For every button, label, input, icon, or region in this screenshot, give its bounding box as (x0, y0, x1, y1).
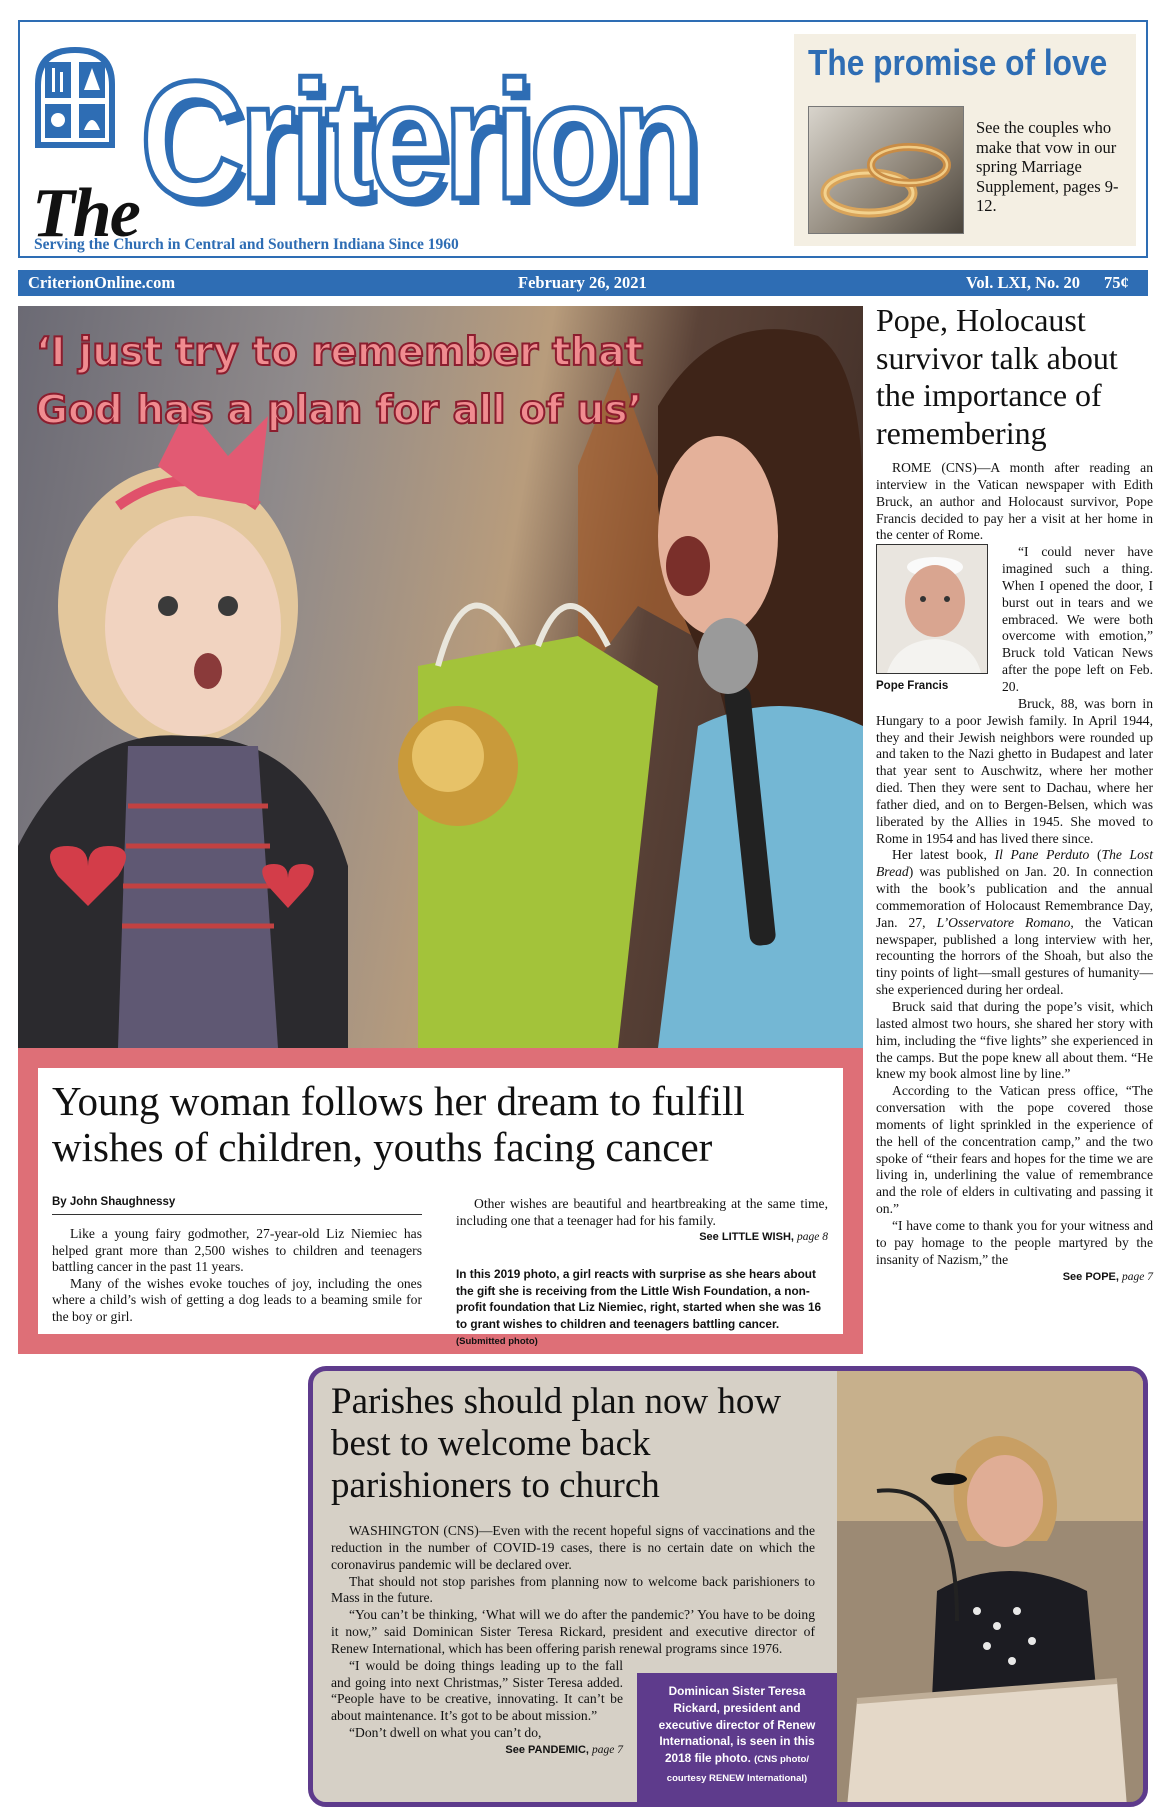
pope-paragraph-6: According to the Vatican press office, “The conversation with the pope covered those moments of light sprinkled in the experience of the hell of the concentration camp,” and the two spoke of “their fears and hopes for the time we are living in, underlining the value of remembrance and the role of elders in cultivating and passing it on.” (876, 1083, 1153, 1217)
pope-story-headline[interactable]: Pope, Holocaust survivor talk about the importance of remembering (876, 302, 1118, 451)
issue-date: February 26, 2021 (518, 273, 647, 292)
pope-paragraph-4: Her latest book, Il Pane Perduto (The Lost Bread) was published on Jan. 20. In connection with the book’s publication and the annual commemoration of Holocaust Remembrance Day, Jan. 27, L’Osservatore Romano, the Vatican newspaper, published a long interview with her, recounting the horrors of the Shoah, but also the tiny points of light—small gestures of humanity—she experienced during her ordeal. (876, 847, 1153, 998)
speaker-at-lectern-illustration (837, 1371, 1143, 1807)
pope-portrait-icon (877, 545, 987, 673)
parish-caption-text: Dominican Sister Teresa Rickard, president and executive director of Renew International, is seen in this 2018 file photo. (658, 1684, 816, 1766)
website-link[interactable]: CriterionOnline.com (28, 273, 176, 292)
top-story-column-1 (52, 1226, 422, 1326)
sister-teresa-photo (837, 1371, 1143, 1807)
masthead-the: The (32, 175, 139, 252)
stained-glass-window-logo-icon (32, 44, 118, 150)
pope-paragraph-3: Bruck, 88, was born in Hungary to a poor Jewish family. In April 1944, they and their Jewish neighbors were rounded up and taken to the Nazi ghetto in Budapest and later that year sent to Auschwitz, where her mother died. Then they were sent to Dachau, where her father died, and on to Bergen-Belsen, which was liberated by the Allies in 1945. She moved to Rome in 1954 and has lived there since. (876, 695, 1153, 846)
top-story-headline[interactable]: Young woman follows her dream to fulfill wishes of children, youths facing cancer (52, 1078, 745, 1170)
pope-story-text (876, 460, 1153, 1285)
see-pandemic-page: page 7 (592, 1743, 623, 1756)
top-story-paragraph-1: Like a young fairy godmother, 27-year-old Liz Niemiec has helped grant more than 2,500 wishes to children and teenagers battling cancer in the past 11 years. (52, 1226, 422, 1275)
top-story-paragraph-3: Other wishes are beautiful and heartbreaking at the same time, including one that a teenager had for his family. (456, 1196, 828, 1228)
pope-photo-block (876, 544, 996, 698)
pope-photo-caption: Pope Francis (876, 680, 949, 693)
price: 75¢ (1104, 273, 1129, 292)
photo-quote-line-1: ‘I just try to remember that (36, 330, 644, 375)
byline: By John Shaughnessy (52, 1196, 422, 1215)
parish-caption-credit: (CNS photo/ courtesy RENEW International) (666, 1754, 810, 1784)
parish-story-headline[interactable]: Parishes should plan now how best to welcome back parishioners to church (331, 1381, 782, 1506)
see-little-wish-label: See LITTLE WISH, (699, 1231, 794, 1244)
wedding-rings-icon (809, 107, 964, 234)
promo-title: The promise of love (808, 42, 1108, 83)
see-pandemic-label: See PANDEMIC, (505, 1743, 589, 1756)
promo-text: See the couples who make that vow in our spring Marriage Supplement, pages 9-12. (976, 118, 1119, 215)
see-pope-page: page 7 (1122, 1270, 1153, 1283)
see-pandemic-link[interactable] (331, 1742, 623, 1759)
wedding-rings-photo (808, 106, 964, 234)
volume-number: Vol. LXI, No. 20 (966, 273, 1080, 292)
see-pope-link[interactable] (876, 1269, 1153, 1286)
girl-surprise-photo (18, 306, 863, 1048)
parish-paragraph-2: That should not stop parishes from planning now to welcome back parishioners to Mass in the future. (331, 1573, 815, 1606)
date-bar (18, 270, 1148, 296)
top-story-inner (38, 1068, 843, 1347)
top-story-caption-credit: (Submitted photo) (456, 1336, 538, 1347)
parish-paragraph-1: WASHINGTON (CNS)—Even with the recent hopeful signs of vaccinations and the reduction in the number of COVID-19 cases, there is no certain date on which the coronavirus pandemic will be declared over. (331, 1523, 815, 1572)
see-little-wish-link[interactable] (456, 1229, 828, 1246)
top-story-caption-text: In this 2019 photo, a girl reacts with surprise as she hears about the gift she is receiving from the Little Wish Foundation, a non-profit foundation that Liz Niemiec, right, started when she was 16 to grant wishes to children and teenagers battling cancer. (456, 1267, 822, 1331)
top-story-paragraph-2: Many of the wishes evoke touches of joy, including the ones where a child’s wish of getting a dog leads to a beaming smile for the boy or girl. (52, 1275, 422, 1324)
see-pope-label: See POPE, (1062, 1270, 1119, 1283)
parish-paragraph-4: “I would be doing things leading up to the fall and going into next Christmas,” Sister Teresa added. “People have to be creative, innovating. It can’t be about maintenance. It’s got to be about mission.” (331, 1657, 623, 1724)
pope-paragraph-1: ROME (CNS)—A month after reading an interview in the Vatican newspaper with Edith Bruck, an author and Holocaust survivor, Pope Francis decided to pay her a visit at her home in the center of Rome. (876, 460, 1153, 543)
top-story-box (18, 1048, 863, 1354)
photo-quote-line-2: God has a plan for all of us’ (36, 388, 643, 433)
pope-paragraph-2: “I could never have imagined such a thing. When I opened the door, I burst out in tears and we embraced. We were both overcome with emotion,” Bruck told Vatican News after the pope left on Feb. 20. (1002, 544, 1153, 694)
masthead-title: Criterion (140, 46, 696, 234)
pope-paragraph-7: “I have come to thank you for your witness and to pay homage to the people martyred by the insanity of Nazism,” the (876, 1217, 1153, 1267)
parish-photo-caption (637, 1673, 837, 1807)
masthead (18, 20, 1148, 258)
promo-box[interactable] (794, 34, 1136, 246)
top-story-caption (456, 1266, 828, 1351)
parish-paragraph-5: “Don’t dwell on what you can’t do, (349, 1725, 542, 1741)
photo-quote (36, 324, 643, 440)
parish-paragraph-3: “You can’t be thinking, ‘What will we do after the pandemic?’ You have to be doing it now,” said Dominican Sister Teresa Rickard, president and executive director of Renew International, which has been offering parish renewal programs since 1976. (331, 1607, 815, 1656)
masthead-tagline: Serving the Church in Central and Southern Indiana Since 1960 (34, 236, 459, 253)
top-story-column-2 (456, 1196, 828, 1246)
pope-francis-photo (876, 544, 988, 674)
pope-paragraph-5: Bruck said that during the pope’s visit, which lasted almost two hours, she shared her story with him, including the “five lights” she experienced in the camps. But the pope knew all about them. “He knew my book almost line by line.” (876, 999, 1153, 1082)
parish-story-box (308, 1366, 1148, 1807)
see-little-wish-page: page 8 (797, 1231, 828, 1244)
